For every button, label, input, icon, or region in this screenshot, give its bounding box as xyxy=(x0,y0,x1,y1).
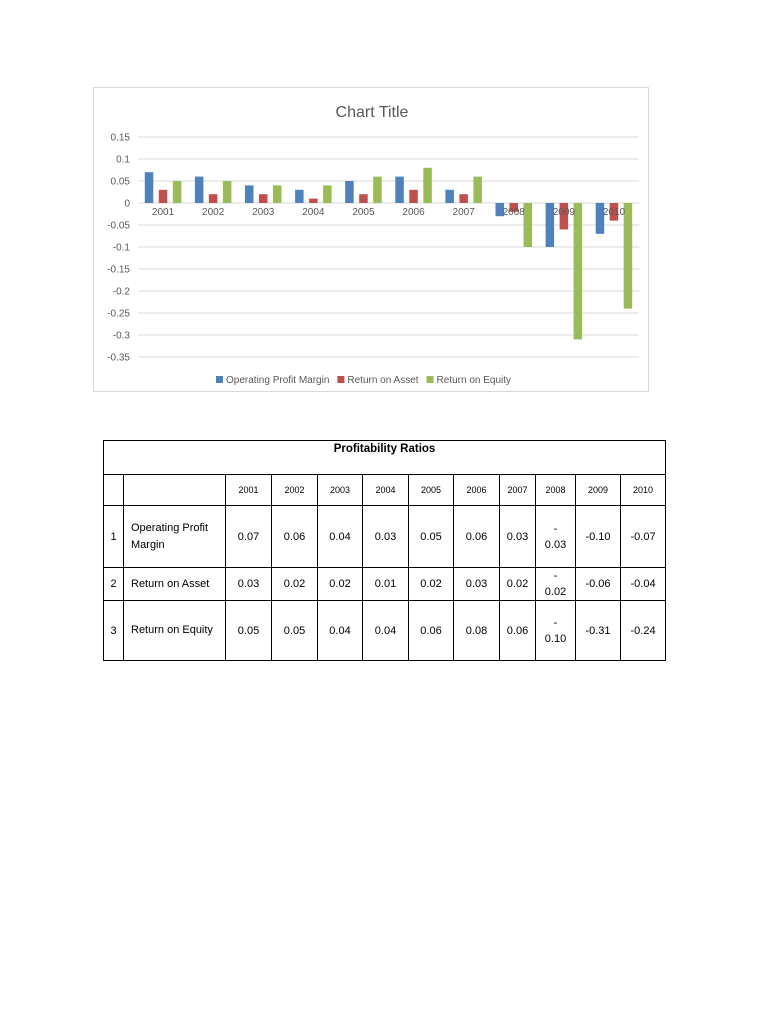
table-title: Profitability Ratios xyxy=(104,441,666,475)
legend-label: Return on Asset xyxy=(347,375,419,386)
x-tick-label: 2009 xyxy=(552,207,575,218)
x-tick-label: 2004 xyxy=(302,207,325,218)
table-cell: - 0.02 xyxy=(536,568,576,601)
profitability-table-wrapper xyxy=(103,440,666,661)
chart-container xyxy=(93,87,649,392)
table-cell: 0.07 xyxy=(226,506,272,568)
legend-swatch xyxy=(216,376,223,383)
table-cell: -0.10 xyxy=(576,506,621,568)
bar-operating-profit-margin xyxy=(345,181,354,203)
table-cell: -0.07 xyxy=(621,506,666,568)
year-header: 2009 xyxy=(576,475,621,506)
bar-operating-profit-margin xyxy=(145,172,154,203)
y-tick-label: -0.05 xyxy=(107,220,130,232)
x-tick-label: 2007 xyxy=(452,207,475,218)
x-tick-label: 2003 xyxy=(252,207,275,218)
bar-return-on-asset xyxy=(259,194,268,203)
y-tick-label: 0 xyxy=(124,198,130,210)
x-tick-label: 2010 xyxy=(602,207,626,218)
y-tick-label: -0.2 xyxy=(112,286,130,298)
x-tick-label: 2006 xyxy=(402,207,425,218)
bar-chart xyxy=(94,88,650,393)
table-cell: 0.03 xyxy=(363,506,409,568)
bar-return-on-equity xyxy=(273,185,282,203)
bar-return-on-equity xyxy=(373,177,382,203)
y-tick-label: -0.25 xyxy=(107,308,130,320)
table-cell: 0.06 xyxy=(272,506,318,568)
row-label: Return on Asset xyxy=(124,568,226,601)
x-tick-label: 2008 xyxy=(502,207,525,218)
table-cell: -0.06 xyxy=(576,568,621,601)
bar-return-on-equity xyxy=(323,185,332,203)
legend-label: Operating Profit Margin xyxy=(226,375,330,386)
year-header: 2005 xyxy=(409,475,454,506)
bar-operating-profit-margin xyxy=(445,190,454,203)
table-cell: 0.03 xyxy=(454,568,500,601)
row-label: Operating Profit Margin xyxy=(124,506,226,568)
bar-return-on-asset xyxy=(409,190,418,203)
year-header: 2003 xyxy=(318,475,363,506)
bar-operating-profit-margin xyxy=(245,185,254,203)
bar-return-on-asset xyxy=(359,194,368,203)
table-cell: 0.05 xyxy=(409,506,454,568)
bar-return-on-asset xyxy=(209,194,218,203)
legend-swatch xyxy=(337,376,344,383)
y-tick-label: -0.3 xyxy=(112,330,130,342)
table-cell: 0.02 xyxy=(409,568,454,601)
profitability-table xyxy=(103,440,666,661)
bar-return-on-equity xyxy=(574,203,583,339)
year-header: 2004 xyxy=(363,475,409,506)
bar-return-on-equity xyxy=(423,168,432,203)
y-tick-label: -0.15 xyxy=(107,264,130,276)
row-label: Return on Equity xyxy=(124,601,226,661)
bar-return-on-asset xyxy=(159,190,168,203)
year-header: 2006 xyxy=(454,475,500,506)
year-header: 2007 xyxy=(500,475,536,506)
header-empty-label xyxy=(124,475,226,506)
legend-label: Return on Equity xyxy=(436,375,512,386)
row-number: 2 xyxy=(104,568,124,601)
table-cell: -0.24 xyxy=(621,601,666,661)
chart-title: Chart Title xyxy=(335,104,409,121)
year-header: 2008 xyxy=(536,475,576,506)
row-number: 3 xyxy=(104,601,124,661)
bar-return-on-equity xyxy=(173,181,182,203)
table-cell: 0.03 xyxy=(500,506,536,568)
year-header: 2010 xyxy=(621,475,666,506)
bar-operating-profit-margin xyxy=(395,177,404,203)
table-cell: 0.05 xyxy=(226,601,272,661)
table-cell: -0.04 xyxy=(621,568,666,601)
table-row xyxy=(104,601,666,661)
table-cell: 0.03 xyxy=(226,568,272,601)
year-header: 2002 xyxy=(272,475,318,506)
header-empty-no xyxy=(104,475,124,506)
bar-operating-profit-margin xyxy=(195,177,204,203)
table-cell: 0.02 xyxy=(318,568,363,601)
legend-swatch xyxy=(427,376,434,383)
table-cell: 0.04 xyxy=(318,601,363,661)
y-tick-label: 0.1 xyxy=(116,154,130,166)
table-row xyxy=(104,568,666,601)
table-cell: 0.06 xyxy=(454,506,500,568)
y-tick-label: 0.05 xyxy=(110,176,130,188)
table-cell: 0.04 xyxy=(363,601,409,661)
y-tick-label: 0.15 xyxy=(110,132,130,144)
year-header-row xyxy=(104,475,666,506)
table-cell: 0.06 xyxy=(409,601,454,661)
x-tick-label: 2002 xyxy=(202,207,225,218)
bar-return-on-asset xyxy=(459,194,468,203)
bar-return-on-asset xyxy=(309,199,318,203)
table-row xyxy=(104,506,666,568)
bar-return-on-equity xyxy=(473,177,482,203)
bar-return-on-equity xyxy=(223,181,232,203)
table-cell: 0.08 xyxy=(454,601,500,661)
table-cell: 0.04 xyxy=(318,506,363,568)
row-number: 1 xyxy=(104,506,124,568)
table-cell: 0.02 xyxy=(500,568,536,601)
year-header: 2001 xyxy=(226,475,272,506)
bar-operating-profit-margin xyxy=(295,190,304,203)
table-cell: 0.01 xyxy=(363,568,409,601)
table-cell: -0.31 xyxy=(576,601,621,661)
y-tick-label: -0.35 xyxy=(107,352,130,364)
x-tick-label: 2001 xyxy=(151,207,175,218)
table-cell: 0.05 xyxy=(272,601,318,661)
table-cell: 0.02 xyxy=(272,568,318,601)
bar-return-on-equity xyxy=(624,203,633,309)
table-cell: 0.06 xyxy=(500,601,536,661)
x-tick-label: 2005 xyxy=(352,207,375,218)
table-cell: - 0.10 xyxy=(536,601,576,661)
y-tick-label: -0.1 xyxy=(112,242,130,254)
table-cell: - 0.03 xyxy=(536,506,576,568)
